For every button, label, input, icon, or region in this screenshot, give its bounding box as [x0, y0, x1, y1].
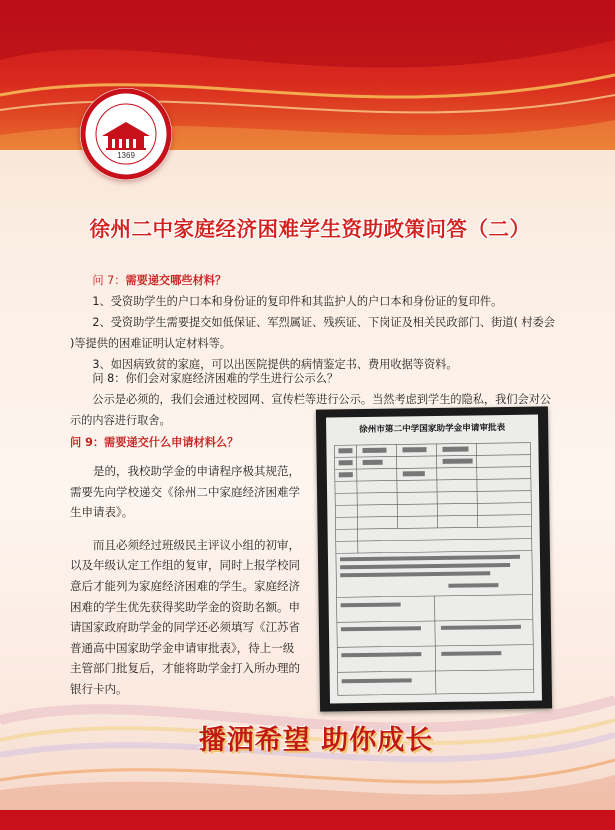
- q8-question: 问 8：你们会对家庭经济困难的学生进行公示么？: [92, 372, 339, 385]
- q7-answer-1: 1、受资助学生的户口本和身份证的复印件和其监护人的户口本和身份证的复印件。: [92, 295, 503, 308]
- q7-section: [70, 270, 560, 375]
- q7-answer-3: 3、如因病致贫的家庭，可以出医院提供的病情鉴定书、费用收据等资料。: [92, 358, 458, 371]
- q9-question: 问 9：需要递交什么申请材料么？: [70, 436, 239, 449]
- q7-answer-2: 2、受资助学生需要提交如低保证、军烈属证、残疾证、下岗证及相关民政部门、街道( 村委会 )等提供的困难证明认定材料等。: [70, 316, 555, 350]
- logo-year: 1369: [117, 151, 135, 160]
- q8-answer: 公示是必须的，我们会通过校园网、宣传栏等进行公示。当然考虑到学生的隐私，我们会对公示的内容进行取舍。: [70, 393, 552, 427]
- school-logo: [80, 88, 172, 180]
- form-title: 徐州市第二中学国家助学金申请审批表: [359, 422, 506, 436]
- q9-paragraph-1: 是的，我校助学金的申请程序极其规范，需要先向学校递交《徐州二中家庭经济困难学生申请表》。: [70, 464, 300, 520]
- page-title: 徐州二中家庭经济困难学生资助政策问答（二）: [89, 217, 531, 241]
- q9-paragraph-2: 而且必须经过班级民主评议小组的初审，以及年级认定工作组的复审，同时上报学校同意后才能列为家庭经济困难的学生。家庭经济困难的学生优先获得奖助学金的资助名额。申请国家政府助学金的同学还必须填写《江苏省普通高中国家助学金申请审批表》，待上一级主管部门批复后，才能将助学金打入所办理的银行卡内。: [70, 537, 300, 696]
- q7-question: 需要递交哪些材料？: [125, 274, 227, 287]
- slogan: 播洒希望 助你成长: [198, 725, 434, 756]
- footer-bar: [0, 810, 615, 830]
- q9-heading: [70, 432, 305, 453]
- q7-number: 问 7：: [92, 274, 126, 287]
